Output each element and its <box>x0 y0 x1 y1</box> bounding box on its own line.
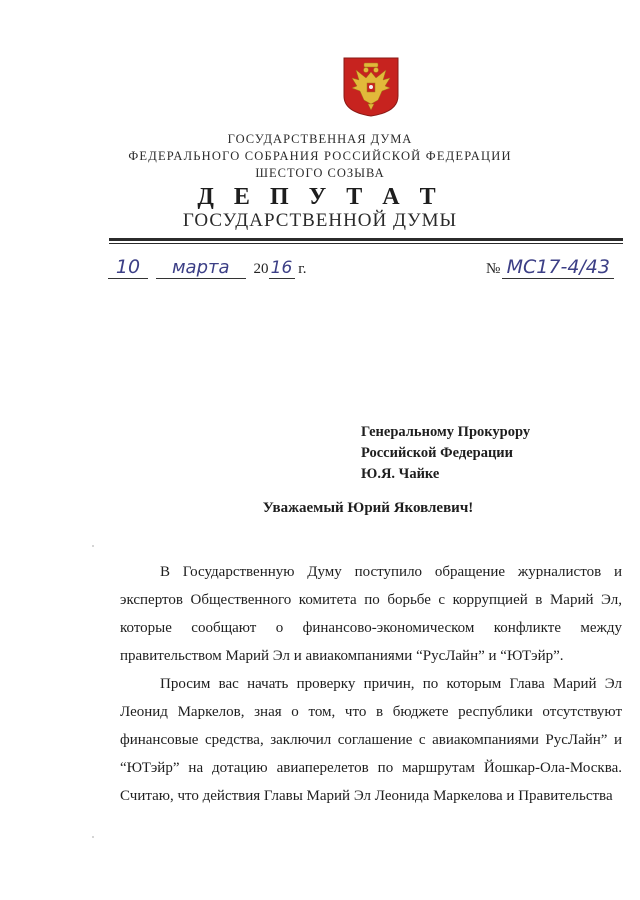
addressee-line-2: Российской Федерации <box>361 445 514 461</box>
document-number <box>486 256 614 282</box>
addressee-block <box>361 422 530 485</box>
greeting: Уважаемый Юрий Яковлевич! <box>262 500 474 516</box>
margin-dot <box>92 545 94 547</box>
number-label: № <box>486 261 501 277</box>
coat-of-arms-icon <box>342 56 400 118</box>
date-year: 16 <box>269 258 295 279</box>
body-paragraph-2: Просим вас начать проверку причин, по которым Глава Марий Эл Леонид Маркелов, зная о том, что в бюджете республики отсутствуют финансовые средства, заключил соглашение с авиакомпаниями РусЛайн” и “ЮТэйр” на дотацию авиаперелетов по маршрутам Йошкар-Ола-Москва. Считаю, что действия Главы Марий Эл Леонида Маркелова и Правительства <box>120 676 622 804</box>
body-paragraph-1: В Государственную Думу поступило обращение журналистов и экспертов Общественного комитета по борьбе с коррупцией в Марий Эл, которые сообщают о финансово-экономическом конфликте между правительством Марий Эл и авиакомпаниями “РусЛайн” и “ЮТэйр”. <box>120 564 622 664</box>
page-title: Д Е П У Т А Т <box>197 184 443 210</box>
date-year-prefix: 20 <box>253 261 269 277</box>
date-field <box>108 256 306 282</box>
addressee-line-3: Ю.Я. Чайке <box>361 466 440 482</box>
date-suffix: г. <box>298 261 307 277</box>
header-line-1: ГОСУДАРСТВЕННАЯ ДУМА <box>227 132 413 146</box>
date-day: 10 <box>108 256 148 279</box>
addressee-line-1: Генеральному Прокурору <box>361 424 531 440</box>
header-line-3: ШЕСТОГО СОЗЫВА <box>255 166 385 180</box>
page-subtitle: ГОСУДАРСТВЕННОЙ ДУМЫ <box>182 210 458 231</box>
header-divider-thin <box>109 243 623 244</box>
header-line-2: ФЕДЕРАЛЬНОГО СОБРАНИЯ РОССИЙСКОЙ ФЕДЕРАЦИИ <box>128 149 512 163</box>
number-value: МС17-4/43 <box>502 256 614 279</box>
margin-dot <box>92 836 94 838</box>
header-divider-thick <box>109 238 623 241</box>
date-month: марта <box>156 257 246 279</box>
letter-body <box>120 558 622 810</box>
